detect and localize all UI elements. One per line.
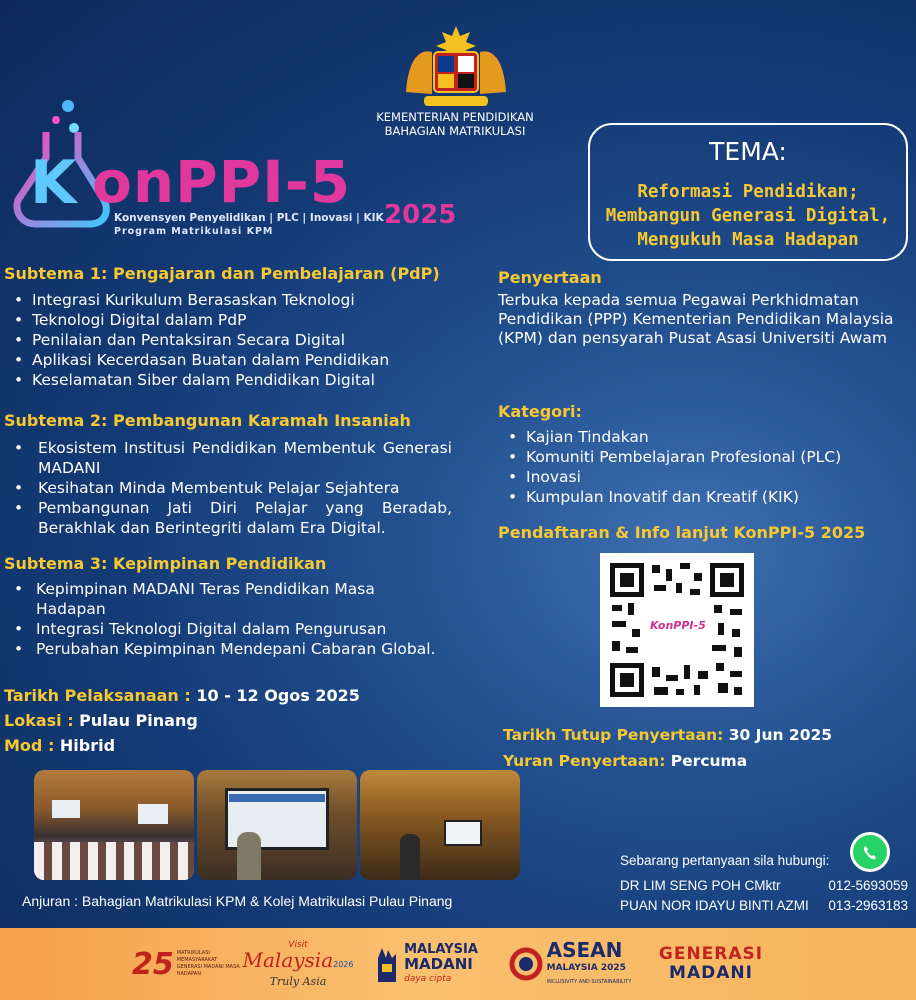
- subtheme-1: [4, 264, 474, 390]
- subtheme-2-list: [4, 438, 452, 538]
- theme-line3: Mengukuh Masa Hadapan: [637, 230, 859, 250]
- ministry-line1: KEMENTERIAN PENDIDIKAN: [376, 110, 534, 124]
- organizer-text: Anjuran : Bahagian Matrikulasi KPM & Kolej Matrikulasi Pulau Pinang: [22, 893, 453, 909]
- categories-list: [498, 427, 898, 507]
- theme-line1: Reformasi Pendidikan;: [637, 182, 859, 202]
- list-item: • Kumpulan Inovatif dan Kreatif (KIK): [498, 487, 898, 507]
- visit-top: Visit: [288, 940, 308, 950]
- logo-main-text: onPPI-5: [92, 148, 352, 216]
- list-item: • Aplikasi Kecerdasan Buatan dalam Pendidikan: [4, 350, 474, 370]
- ministry-line2: BAHAGIAN MATRIKULASI: [384, 124, 526, 138]
- visit-year: 2026: [333, 960, 354, 969]
- participation-title: Penyertaan: [498, 268, 602, 287]
- subtheme-3-list: [4, 579, 474, 659]
- date-label: Tarikh Pelaksanaan :: [4, 686, 191, 705]
- asean-tag: INCLUSIVITY AND SUSTAINABILITY: [546, 979, 632, 985]
- event-photo-1: [34, 770, 194, 880]
- subtheme-3: [4, 554, 474, 659]
- list-item: • Kajian Tindakan: [498, 427, 898, 447]
- list-item: • Kesihatan Minda Membentuk Pelajar Sejahtera: [4, 478, 452, 498]
- madani-line1: MALAYSIA: [404, 941, 478, 957]
- event-details: [4, 683, 360, 758]
- subtheme-2-title: Subtema 2: Pembangunan Karamah Insaniah: [4, 411, 411, 430]
- list-item: • Penilaian dan Pentaksiran Secara Digital: [4, 330, 474, 350]
- fee-value: Percuma: [665, 752, 748, 770]
- theme-line2: Membangun Generasi Digital,: [605, 206, 891, 226]
- location-value: Pulau Pinang: [73, 711, 198, 730]
- date-value: 10 - 12 Ogos 2025: [190, 686, 360, 705]
- logo-sub1: Konvensyen Penyelidikan | PLC | Inovasi | KIK: [114, 212, 384, 224]
- asean-ring-icon: [509, 947, 543, 981]
- categories-section: [498, 402, 898, 507]
- event-photo-3: [360, 770, 520, 880]
- contact-prompt: Sebarang pertanyaan sila hubungi:: [620, 853, 830, 868]
- matrik-number: 25: [132, 946, 174, 982]
- malaysia-madani-logo: [370, 936, 482, 992]
- logo-k-letter: K: [30, 148, 77, 218]
- madani-line2: MADANI: [404, 954, 473, 973]
- theme-text: [590, 180, 906, 252]
- generasi-line1: GENERASI: [658, 944, 764, 964]
- footer-logo-bar: [0, 928, 916, 1000]
- list-item: • Kepimpinan MADANI Teras Pendidikan Masa Hadapan: [4, 579, 424, 619]
- subtheme-1-list: [4, 290, 474, 390]
- participation-section: [498, 268, 898, 348]
- deadline-label: Tarikh Tutup Penyertaan:: [503, 726, 724, 744]
- list-item: • Komuniti Pembelajaran Profesional (PLC): [498, 447, 898, 467]
- list-item: • Keselamatan Siber dalam Pendidikan Digital: [4, 370, 474, 390]
- generasi-madani-logo: [656, 936, 766, 992]
- list-item: • Inovasi: [498, 467, 898, 487]
- location-label: Lokasi :: [4, 711, 74, 730]
- qr-center-label: KonPPI-5: [650, 619, 706, 632]
- subtheme-1-title: Subtema 1: Pengajaran dan Pembelajaran (PdP): [4, 264, 440, 283]
- closing-info: [503, 722, 832, 774]
- logo-sub2: Program Matrikulasi KPM: [114, 226, 274, 237]
- visit-malaysia-logo: [242, 936, 354, 992]
- list-item: • Ekosistem Institusi Pendidikan Membentuk Generasi MADANI: [4, 438, 452, 478]
- contact-name: PUAN NOR IDAYU BINTI AZMI: [620, 898, 809, 913]
- registration-title: Pendaftaran & Info lanjut KonPPI-5 2025: [498, 523, 866, 542]
- visit-main: Malaysia: [242, 948, 334, 972]
- subtheme-2: [4, 411, 452, 538]
- asean-malaysia-logo: [508, 936, 632, 992]
- contact-row: [620, 896, 908, 916]
- matrikulasi-25-logo: [132, 936, 242, 992]
- list-item: • Integrasi Kurikulum Berasaskan Teknologi: [4, 290, 474, 310]
- madani-hand-icon: [374, 944, 400, 984]
- contact-row: [620, 876, 908, 896]
- subtheme-3-title: Subtema 3: Kepimpinan Pendidikan: [4, 554, 327, 573]
- madani-tag: daya cipta: [404, 973, 452, 984]
- theme-box: [588, 123, 908, 261]
- list-item: • Perubahan Kepimpinan Mendepani Cabaran Global.: [4, 639, 474, 659]
- list-item: • Integrasi Teknologi Digital dalam Pengurusan: [4, 619, 474, 639]
- contact-phone[interactable]: 013-2963183: [828, 898, 908, 913]
- participation-text: Terbuka kepada semua Pegawai Perkhidmatan Pendidikan (PPP) Kementerian Pendidikan Malaysia (KPM) dan pensyarah Pusat Asasi Universiti Awam: [498, 291, 894, 347]
- mode-value: Hibrid: [54, 736, 116, 755]
- registration-qr-code[interactable]: [600, 553, 754, 707]
- list-item: • Teknologi Digital dalam PdP: [4, 310, 474, 330]
- whatsapp-icon[interactable]: [850, 832, 890, 872]
- asean-main: ASEAN: [546, 938, 623, 962]
- logo-year: 2025: [384, 200, 457, 230]
- generasi-line2: MADANI: [669, 963, 753, 983]
- mode-label: Mod :: [4, 736, 55, 755]
- event-photo-2: [197, 770, 357, 880]
- matrik-text: MATRIKULASI MEMASYARAKAT GENERASI MADANI MASA HADAPAN: [176, 950, 240, 977]
- theme-title: TEMA:: [709, 137, 787, 166]
- categories-title: Kategori:: [498, 402, 582, 421]
- deadline-value: 30 Jun 2025: [723, 726, 833, 744]
- contact-phone[interactable]: 012-5693059: [828, 878, 908, 893]
- fee-label: Yuran Penyertaan:: [503, 752, 666, 770]
- contact-list: [620, 876, 908, 916]
- contact-name: DR LIM SENG POH CMktr: [620, 878, 781, 893]
- visit-tag: Truly Asia: [269, 975, 327, 988]
- list-item: • Pembangunan Jati Diri Pelajar yang Beradab, Berakhlak dan Berintegriti dalam Era Digital.: [4, 498, 452, 538]
- asean-sub: MALAYSIA 2025: [546, 963, 626, 973]
